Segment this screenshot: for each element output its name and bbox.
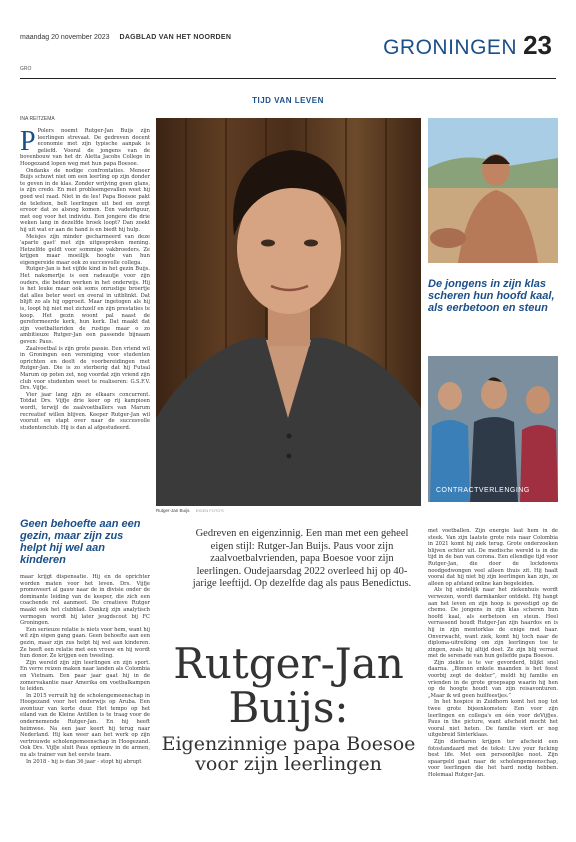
section-name: GRONINGEN [383, 36, 518, 59]
column-4 [428, 528, 558, 833]
paragraph: maar krijgt dispensatie. Hij en de oprichter worden maten voor het leven. Drs. Vijfje promoveert al gauw naar de in divisie onder de dominante leiding van de keeper, die zich een coachende rol aanmeet. De creatieve Rutger maakt ook het clubblad. Dankzij zijn analytisch vermogen wordt hij later jeugdscout bij FC Groningen. [20, 574, 150, 627]
masthead-rule [20, 78, 556, 79]
photo-tag: CONTRACTVERLENGING [436, 487, 530, 494]
photo-caption [156, 508, 224, 513]
paragraph: Ondanks de nodige confrontaties. Meneer Buijs schuwt niet om een leerling op zijn donder te geven in de klas. Zonder wrijving geen glans, is zijn credo. En met probleemgevallen weet hij goed wel raad. Niet in de les! Papa Boesoe pakt de telefoon, belt leerlingen uit bed en zorgt ervoor dat ze alsnog komen. Een vaderfiguur, met oog voor het individu. Een jongere die drie weken lang in dezelfde broek loopt? Dan zoekt hij uit wat er aan de hand is en biedt hij hulp. [20, 167, 150, 233]
beach-illustration [428, 118, 558, 263]
portrait-illustration [156, 118, 421, 506]
masthead-paper: DAGBLAD VAN HET NOORDEN [119, 34, 232, 41]
masthead-date-line [20, 34, 231, 41]
pullquote-right: De jongens in zijn klas scheren hun hoofd kaal, als eerbetoon en steun [428, 278, 555, 314]
paragraph: In 2018 - hij is dan 36 jaar - stopt hij abrupt [26, 758, 142, 765]
byline: INA REITZEMA [20, 116, 55, 122]
page-number: 23 [523, 30, 552, 60]
paragraph: Een serieuze relatie is niets voor hem, want hij wil zijn eigen gang gaan. Geen behoefte aan een gezin, maar zijn zus helpt hij wel aan kinderen. Ze heeft een relatie met een vrouw en hij wordt hun donor. Ze krijgen een tweeling. [20, 626, 150, 660]
column-1-bottom [20, 574, 150, 830]
portrait-photo [156, 118, 421, 506]
section-code: GRO [20, 66, 32, 72]
paragraph: In het hospice in Zuidhorn komt het nog tot twee grote bijeenkomsten: Een voor zijn leerlingen en collega's en één voor deVijfjes. Paus in the picture, want afscheid mocht het vooral niet heten. De familie viert er nog uitgebreid Sinterklaas. [428, 699, 558, 739]
drop-cap: P [20, 128, 36, 157]
paragraph: met voetballen. Zijn energie laat hem in de steek. Van zijn laatste grote reis naar Colombia in 2021 komt hij ziek terug. Grote onderzoeken blijven echter uit. De medische wereld is in die tijd in de ban van corona. Een ellendige tijd voor Rutger-Jan, die door de lockdowns noodgedwongen veel alleen thuis zit. Hij haalt vooral dat hij niet bij zijn leerlingen kan zijn, ze alleen op afstand online kan begeleiden. [428, 528, 558, 587]
side-photo-beach [428, 118, 558, 263]
paragraph: Meisjes zijn minder gecharmeerd van deze 'aparte gast' met zijn uitgesproken mening. Hetzelfde geldt voor sommige vakbroeders. Ze krijgen maar moeilijk hoogte van hun eigengereide maar ook zo succesvolle collega. [20, 233, 150, 266]
column-1-top [20, 128, 150, 511]
pullquote-left: Geen behoefte aan een gezin, maar zijn zus helpt hij wel aan kinderen [20, 518, 141, 566]
side-photo-contract [428, 356, 558, 502]
rubric: TIJD VAN LEVEN [252, 96, 324, 105]
headline-sub: Eigenzinnige papa Boesoe voor zijn leerlingen [161, 733, 416, 775]
masthead-date: maandag 20 november 2023 [20, 34, 110, 41]
headline [156, 639, 421, 775]
paragraph: Rutger-Jan is het vijfde kind in het gezin Buijs. Het nakomertje is een radeautje voor zijn ouders, die beiden werken in het onderwijs. Hij is het leuke maar ook soms onrustige broertje dat alles beter weet en overal in uitblinkt. Dat blijft zo als hij opgroeit. Maar ingetogen als hij is, loopt hij niet met zichzelf en zijn prestaties te koop. Het gezin woont pal naast de gereformeerde kerk, hun kerk. Dat maakt dat zijn voetbalteriden de rustige maar o zo ambitieuze Rutger-Jan een passende bijnaam geven: Paus. [20, 266, 150, 345]
caption-text: Rutger-Jan Buijs. [156, 508, 191, 513]
article-lede: Gedreven en eigenzinnig. Een man met een geheel eigen stijl: Rutger-Jan Buijs. Paus voor zijn zaalvoetbalvrienden, papa Boesoe voor zijn leerlingen. Oudejaarsdag 2022 overleed hij op 40-jarige leeftijd. Op dezelfde dag als paus Benedictus. [192, 528, 412, 589]
photo-credit: EIGEN FOTO'S [195, 508, 224, 513]
paragraph: Zijn wereld zijn zijn leerlingen en zijn sport. En verre reizen maken naar landen als Colombia en Vietnam. Een paar jaar gaat hij in de zomervakantie naar Amerika om voetbalkampen te leiden. [20, 659, 150, 693]
paragraph: Zijn ziekte is te ver gevorderd, blijkt snel daarna. „Binnen enkele maanden is het feest voorbij zegt de dokter”, meldt hij familie en vrienden in de grote groepsapp waarin hij hen op de hoogte houdt van zijn reisavonturen. „Maar ik wil geen huilfeestjes.” [428, 659, 558, 699]
contract-illustration [428, 356, 558, 502]
paragraph: Zijn dierbaren krijgen ter afscheid een fotostandaard met de tekst: Live your fucking best life. Met een persoonlijke noot. Zijn spaargeld gaat naar de scholengemeenschap, voor leerlingen die het hard nodig hebben. Holemaal Rutger-Jan. [428, 739, 558, 778]
paragraph: Polers noemt Rutger-Jan Buijs zijn leerlingen strevaat. De gedreven docent economie met zijn typische aanpak is geliefd. Vooral de jongens van de bovenbouw van het dr. Aletta Jacobs College in Hoogezand lopen weg met hun papa Boesoe. [20, 128, 150, 167]
paragraph: In 2015 verruilt hij de scholengemeenschap in Hoogezand voor het onderwijs op Aruba. Een avontuur van korte duur. Het tempo op het eiland van de Kleine Antillen is te traag voor de ondernemende Rutger-Jan. En hij heeft heimwee. Na een jaar keert hij terug naar Nederland. Hij kan weer aan het werk op zijn vertrouwde scholengemeenschap in Hoogezand. Ook Drs. Vijfje sluit Paus opnieuw in de armen, nu als trainer van het eerste team. [20, 692, 150, 759]
paragraph: Zaalvoetbal is zijn grote passie. Een vriend wil in Groningen een vereniging voor studenten oprichten en deelt de voorbereidingen met Rutger-Jan. Die is zo sterberig dat hij Futsal Marum op poten zet, nog voordat zijn vriend zijn club voor studenten weet te realiseren: G.S.F.V. Drs. Vijfje. [20, 345, 150, 392]
paragraph: Vier jaar lang zijn ze elkaars concurrent. Totdat Drs. Vijfje drie keer op rij kampioen wordt, terwijl de zaalvoetballers van Marum recreatief willen blijven. Keeper Rutger-Jan wil vooruit en stapt over naar de succesvolle studentenclub. Hij is dan al afgestudeerd. [20, 391, 150, 431]
headline-main: Rutger-Jan Buijs: [173, 639, 404, 732]
masthead-section [383, 30, 552, 61]
paragraph: Als hij eindelijk naar het ziekenhuis wordt verwezen, wordt darmkanker ontdekt. Hij hangt aan het leven en zijn hoop is gevestigd op de chemo. De jongens in zijn klas scheren hun hoofd kaal, als eerbetoon en steun. Heel verrassend houdt Rutger-Jan zijn haardos en is hij in zijn mentorklas de enige met haar. Onverwacht, want ziek, komt hij toch naar de diploma-uitreiking om zijn leerlingen toe te zingen, zoals hij altijd doet. Ze zijn blij verrast met de serenade van hun geliefde papa Boesoe. [428, 587, 558, 660]
